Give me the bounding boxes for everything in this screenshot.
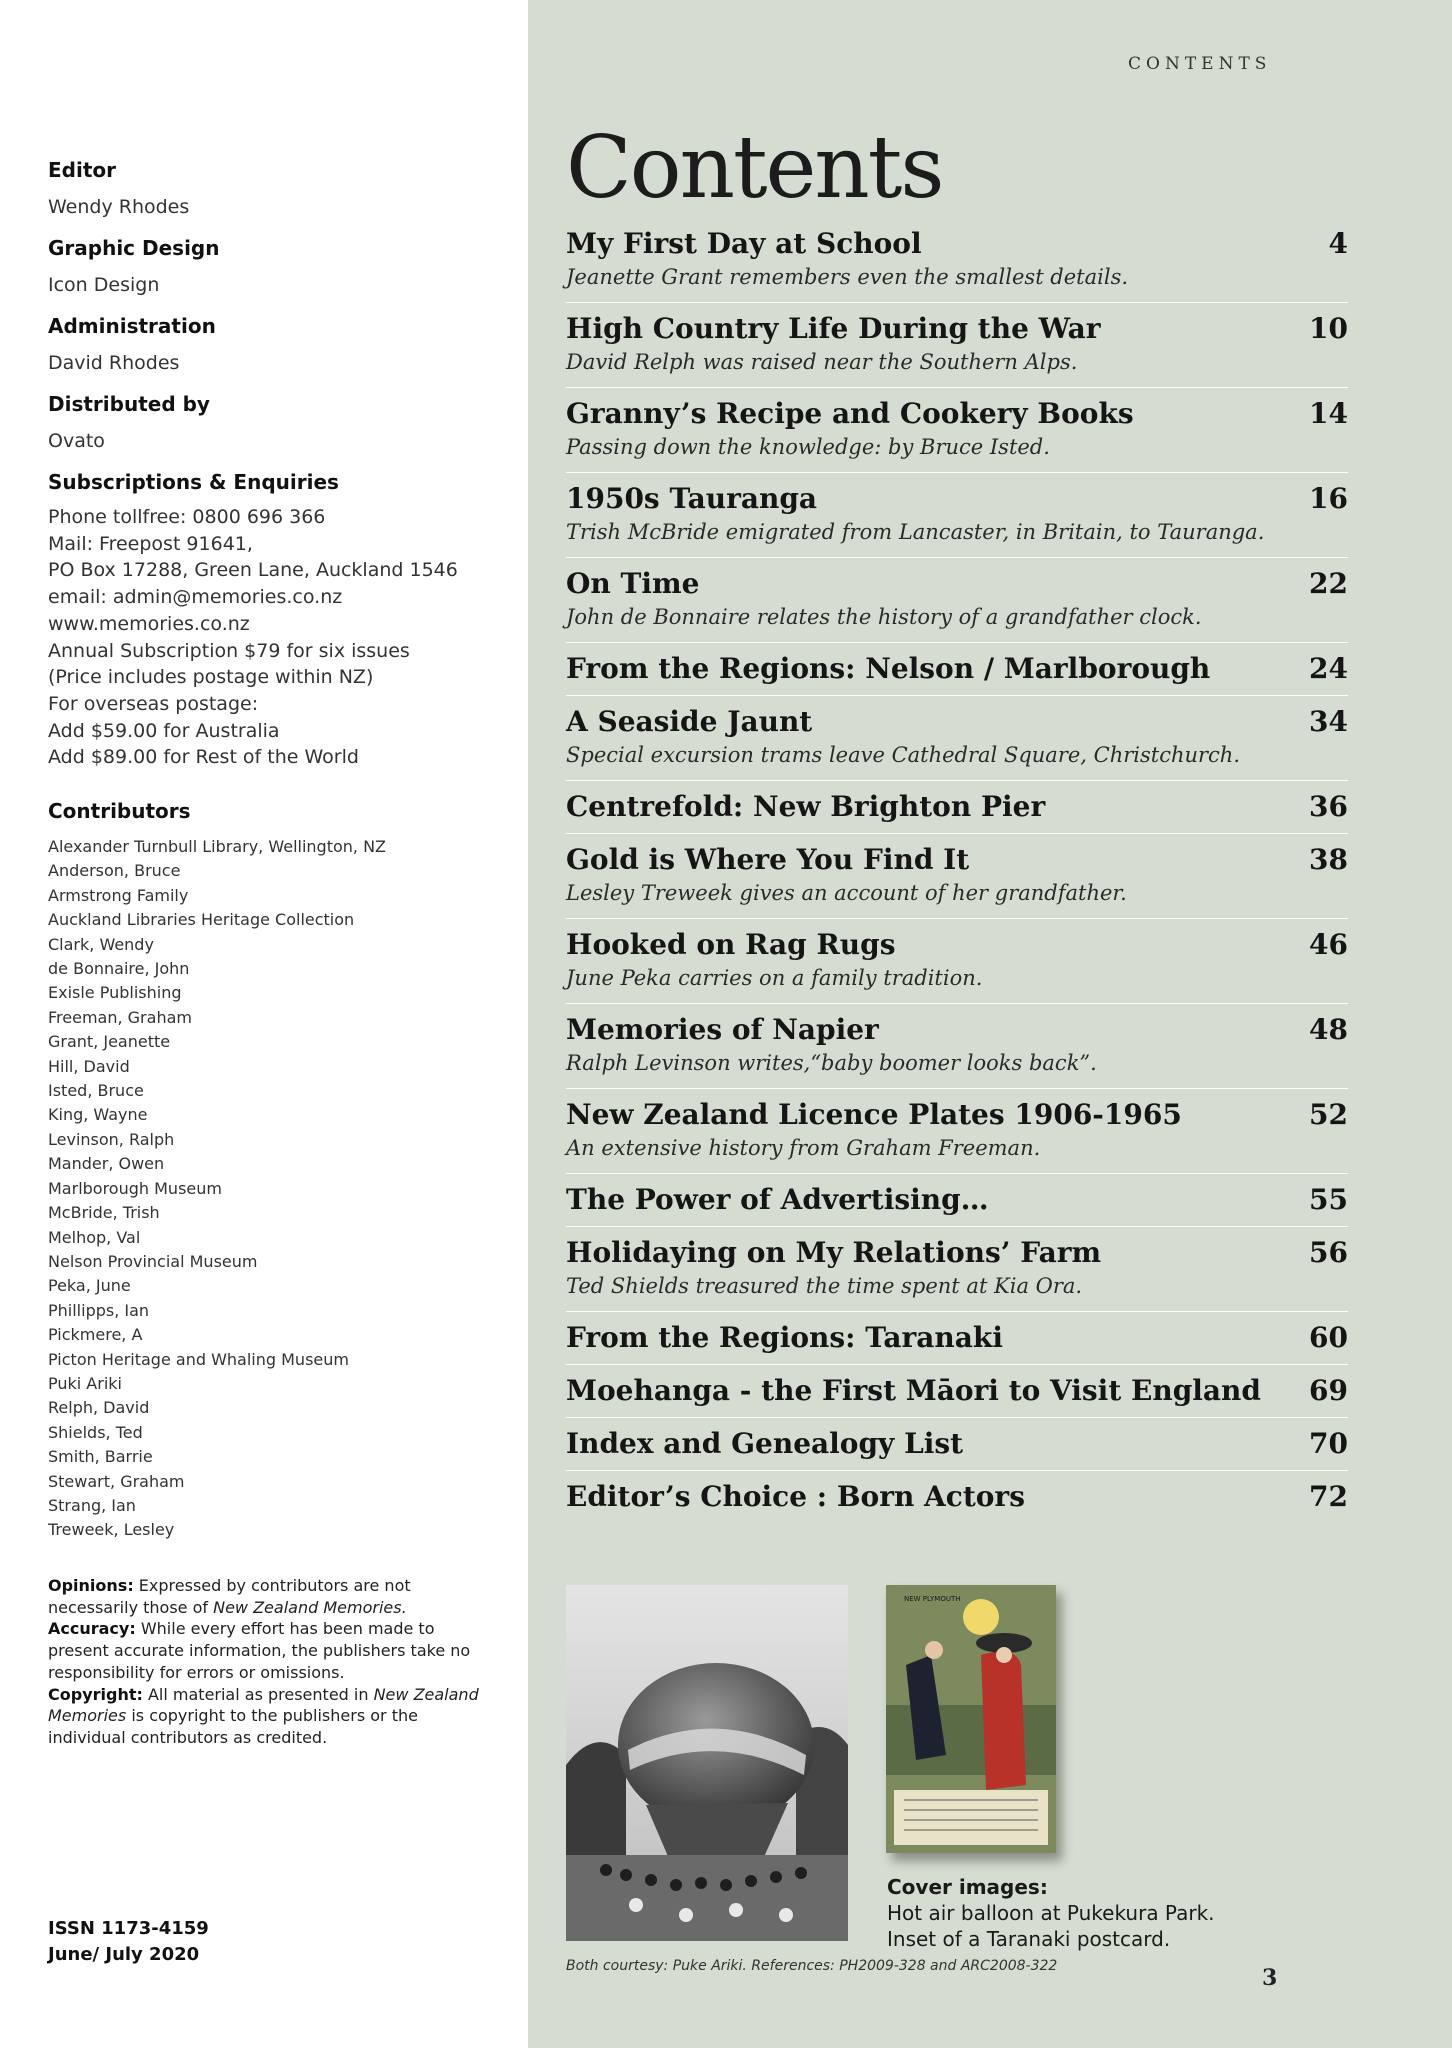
toc-entry-page: 56	[1309, 1236, 1348, 1269]
toc-entry-title: Moehanga - the First Māori to Visit England	[566, 1374, 1261, 1407]
contributor-name: Hill, David	[48, 1056, 130, 1076]
cover-caption	[887, 1874, 1215, 1952]
contributor-name: Clark, Wendy	[48, 934, 154, 954]
opinions-label: Opinions:	[48, 1576, 134, 1595]
contributors-list	[48, 835, 508, 1543]
contributor-name: Treweek, Lesley	[48, 1520, 175, 1540]
contributor-name: Puki Ariki	[48, 1373, 122, 1393]
contributor-name: Phillipps, Ian	[48, 1300, 150, 1320]
toc-entry[interactable]	[566, 473, 1348, 558]
toc-entry-description: Ralph Levinson writes,“baby boomer looks back”.	[566, 1051, 1097, 1075]
opinions-text: Expressed by contributors are not necessarily those of	[48, 1576, 411, 1617]
copyright-text-2: is copyright to the publishers or the individual contributors as credited.	[48, 1706, 418, 1747]
toc-entry-description: David Relph was raised near the Southern Alps.	[566, 350, 1078, 374]
toc-entry-title: The Power of Advertising…	[566, 1183, 989, 1216]
staff-name: Icon Design	[48, 274, 160, 296]
balloon-photo-illustration	[566, 1585, 848, 1941]
toc-entry-page: 24	[1309, 652, 1348, 685]
toc-entry[interactable]	[566, 834, 1348, 919]
cover-caption-heading: Cover images:	[887, 1875, 1048, 1899]
issn-number: ISSN 1173-4159	[48, 1918, 209, 1939]
subscription-line: Annual Subscription $79 for six issues	[48, 639, 410, 662]
copyright-label: Copyright:	[48, 1684, 143, 1704]
toc-entry-description: Lesley Treweek gives an account of her grandfather.	[566, 881, 1127, 905]
toc-entry-title: Centrefold: New Brighton Pier	[566, 790, 1046, 823]
toc-entry-page: 14	[1309, 397, 1348, 430]
toc-entry-page: 48	[1309, 1013, 1348, 1046]
cover-caption-line2: Inset of a Taranaki postcard.	[887, 1927, 1171, 1951]
contributor-name: Auckland Libraries Heritage Collection	[48, 910, 355, 930]
toc-entry-page: 72	[1309, 1480, 1348, 1513]
page-title: Contents	[566, 118, 943, 218]
staff-name: David Rhodes	[48, 352, 180, 374]
toc-entry-title: Gold is Where You Find It	[566, 843, 970, 876]
toc-entry-title: From the Regions: Nelson / Marlborough	[566, 652, 1211, 685]
toc-entry-title: High Country Life During the War	[566, 312, 1101, 345]
staff-role: Administration	[48, 314, 216, 338]
toc-entry-title: 1950s Tauranga	[566, 482, 818, 515]
subscriptions-block	[48, 470, 518, 771]
contributor-name: Stewart, Graham	[48, 1471, 185, 1491]
subscription-line: Add $89.00 for Rest of the World	[48, 746, 359, 769]
toc-entry-title: My First Day at School	[566, 227, 922, 260]
contributor-name: Pickmere, A	[48, 1325, 143, 1345]
contributor-name: Marlborough Museum	[48, 1178, 222, 1198]
toc-entry[interactable]	[566, 919, 1348, 1004]
toc-entry-title: Hooked on Rag Rugs	[566, 928, 896, 961]
staff-role: Distributed by	[48, 392, 210, 416]
subscription-line: Add $59.00 for Australia	[48, 719, 280, 742]
toc-entry-page: 55	[1309, 1183, 1348, 1216]
toc-entry[interactable]	[566, 643, 1348, 696]
subscriptions-heading: Subscriptions & Enquiries	[48, 470, 339, 494]
toc-entry[interactable]	[566, 1089, 1348, 1174]
toc-entry-title: A Seaside Jaunt	[566, 705, 813, 738]
toc-entry-page: 52	[1309, 1098, 1348, 1131]
staff-name: Ovato	[48, 430, 105, 452]
toc-entry-title: Memories of Napier	[566, 1013, 879, 1046]
toc-entry-page: 70	[1309, 1427, 1348, 1460]
toc-entry[interactable]	[566, 303, 1348, 388]
toc-entry-title: Editor’s Choice : Born Actors	[566, 1480, 1025, 1513]
page-number: 3	[1262, 1965, 1278, 1991]
contributor-name: Melhop, Val	[48, 1227, 141, 1247]
opinions-publication: New Zealand Memories.	[213, 1597, 407, 1617]
toc-entry-description: Ted Shields treasured the time spent at Kia Ora.	[566, 1274, 1083, 1298]
copyright-publication: New Zealand Memories	[48, 1684, 479, 1726]
running-header: CONTENTS	[1128, 54, 1272, 74]
toc-entry-page: 16	[1309, 482, 1348, 515]
toc-entry-title: Index and Genealogy List	[566, 1427, 964, 1460]
toc-entry[interactable]	[566, 1418, 1348, 1471]
toc-entry-page: 60	[1309, 1321, 1348, 1354]
toc-entry[interactable]	[566, 696, 1348, 781]
toc-entry-title: Granny’s Recipe and Cookery Books	[566, 397, 1134, 430]
staff-role: Graphic Design	[48, 236, 220, 260]
toc-entry-description: John de Bonnaire relates the history of a grandfather clock.	[566, 605, 1202, 629]
toc-entry-description: An extensive history from Graham Freeman.	[566, 1136, 1041, 1160]
toc-entry-title: New Zealand Licence Plates 1906-1965	[566, 1098, 1182, 1131]
postcard-title: NEW PLYMOUTH	[904, 1595, 961, 1603]
toc-entry[interactable]	[566, 1365, 1348, 1418]
copyright-text-1: All material as presented in	[142, 1684, 374, 1704]
staff-name: Wendy Rhodes	[48, 196, 190, 218]
toc-entry-page: 69	[1309, 1374, 1348, 1407]
contributor-name: Mander, Owen	[48, 1154, 165, 1174]
postcard-inset	[886, 1585, 1056, 1853]
toc-entry-title: Holidaying on My Relations’ Farm	[566, 1236, 1102, 1269]
contributor-name: Armstrong Family	[48, 885, 189, 905]
toc-entry-page: 46	[1309, 928, 1348, 961]
contributor-name: Alexander Turnbull Library, Wellington, NZ	[48, 837, 387, 856]
contributor-name: Peka, June	[48, 1276, 131, 1296]
contributor-name: Levinson, Ralph	[48, 1129, 175, 1149]
table-of-contents	[566, 218, 1348, 1523]
contributor-name: King, Wayne	[48, 1105, 148, 1125]
contributor-name: Picton Heritage and Whaling Museum	[48, 1349, 349, 1369]
toc-entry-page: 22	[1309, 567, 1348, 600]
toc-entry-page: 10	[1309, 312, 1348, 345]
toc-entry[interactable]	[566, 558, 1348, 643]
toc-entry[interactable]	[566, 781, 1348, 834]
subscription-line: www.memories.co.nz	[48, 612, 250, 635]
toc-entry-description: Special excursion trams leave Cathedral Square, Christchurch.	[566, 743, 1241, 767]
subscription-line: Mail: Freepost 91641,	[48, 532, 253, 555]
issue-date: June/ July 2020	[48, 1944, 200, 1965]
toc-entry-title: On Time	[566, 567, 700, 600]
toc-entry[interactable]	[566, 1312, 1348, 1365]
toc-entry[interactable]	[566, 1471, 1348, 1523]
subscription-line: For overseas postage:	[48, 692, 259, 715]
toc-entry[interactable]	[566, 218, 1348, 303]
staff-credits	[48, 158, 508, 470]
toc-entry[interactable]	[566, 1004, 1348, 1089]
contributors-heading: Contributors	[48, 799, 191, 823]
contributor-name: Strang, Ian	[48, 1495, 136, 1515]
subscription-line: PO Box 17288, Green Lane, Auckland 1546	[48, 559, 458, 582]
contributor-name: Exisle Publishing	[48, 983, 182, 1003]
contributor-name: Shields, Ted	[48, 1422, 143, 1442]
toc-entry-page: 38	[1309, 843, 1348, 876]
contributor-name: Grant, Jeanette	[48, 1032, 171, 1052]
subscriptions-lines	[48, 504, 518, 771]
contributor-name: Anderson, Bruce	[48, 861, 181, 881]
contributor-name: Relph, David	[48, 1398, 150, 1418]
contributor-name: McBride, Trish	[48, 1203, 160, 1223]
staff-role: Editor	[48, 158, 116, 182]
balloon-photo	[566, 1585, 848, 1941]
subscription-line: Phone tollfree: 0800 696 366	[48, 506, 326, 528]
toc-entry-page: 34	[1309, 705, 1348, 738]
toc-entry-description: Jeanette Grant remembers even the smallest details.	[566, 265, 1129, 289]
toc-entry[interactable]	[566, 388, 1348, 473]
subscription-line: email: admin@memories.co.nz	[48, 586, 343, 609]
toc-entry-description: June Peka carries on a family tradition.	[566, 966, 983, 990]
cover-caption-line1: Hot air balloon at Pukekura Park.	[887, 1901, 1215, 1925]
toc-entry[interactable]	[566, 1174, 1348, 1227]
toc-entry-description: Passing down the knowledge: by Bruce Isted.	[566, 435, 1050, 459]
legal-notice	[48, 1575, 488, 1749]
contributor-name: Smith, Barrie	[48, 1447, 153, 1467]
issn-block	[48, 1916, 209, 1968]
masthead-column	[0, 0, 528, 2048]
subscription-line: (Price includes postage within NZ)	[48, 666, 374, 689]
contributor-name: Nelson Provincial Museum	[48, 1251, 258, 1271]
photo-courtesy: Both courtesy: Puke Ariki. References: PH2009-328 and ARC2008-322	[566, 1958, 1058, 1974]
toc-entry-page: 36	[1309, 790, 1348, 823]
accuracy-label: Accuracy:	[48, 1619, 136, 1639]
toc-entry-description: Trish McBride emigrated from Lancaster, in Britain, to Tauranga.	[566, 520, 1265, 544]
contributor-name: Isted, Bruce	[48, 1081, 144, 1101]
accuracy-text: While every effort has been made to present accurate information, the publishers take no responsibility for errors or omissions.	[48, 1619, 471, 1682]
toc-entry-page: 4	[1328, 227, 1348, 260]
toc-entry-title: From the Regions: Taranaki	[566, 1321, 1003, 1354]
toc-entry[interactable]	[566, 1227, 1348, 1312]
contributor-name: Freeman, Graham	[48, 1007, 192, 1027]
contributors-block	[48, 799, 508, 1543]
contributor-name: de Bonnaire, John	[48, 959, 190, 979]
postcard-illustration	[886, 1585, 1056, 1853]
